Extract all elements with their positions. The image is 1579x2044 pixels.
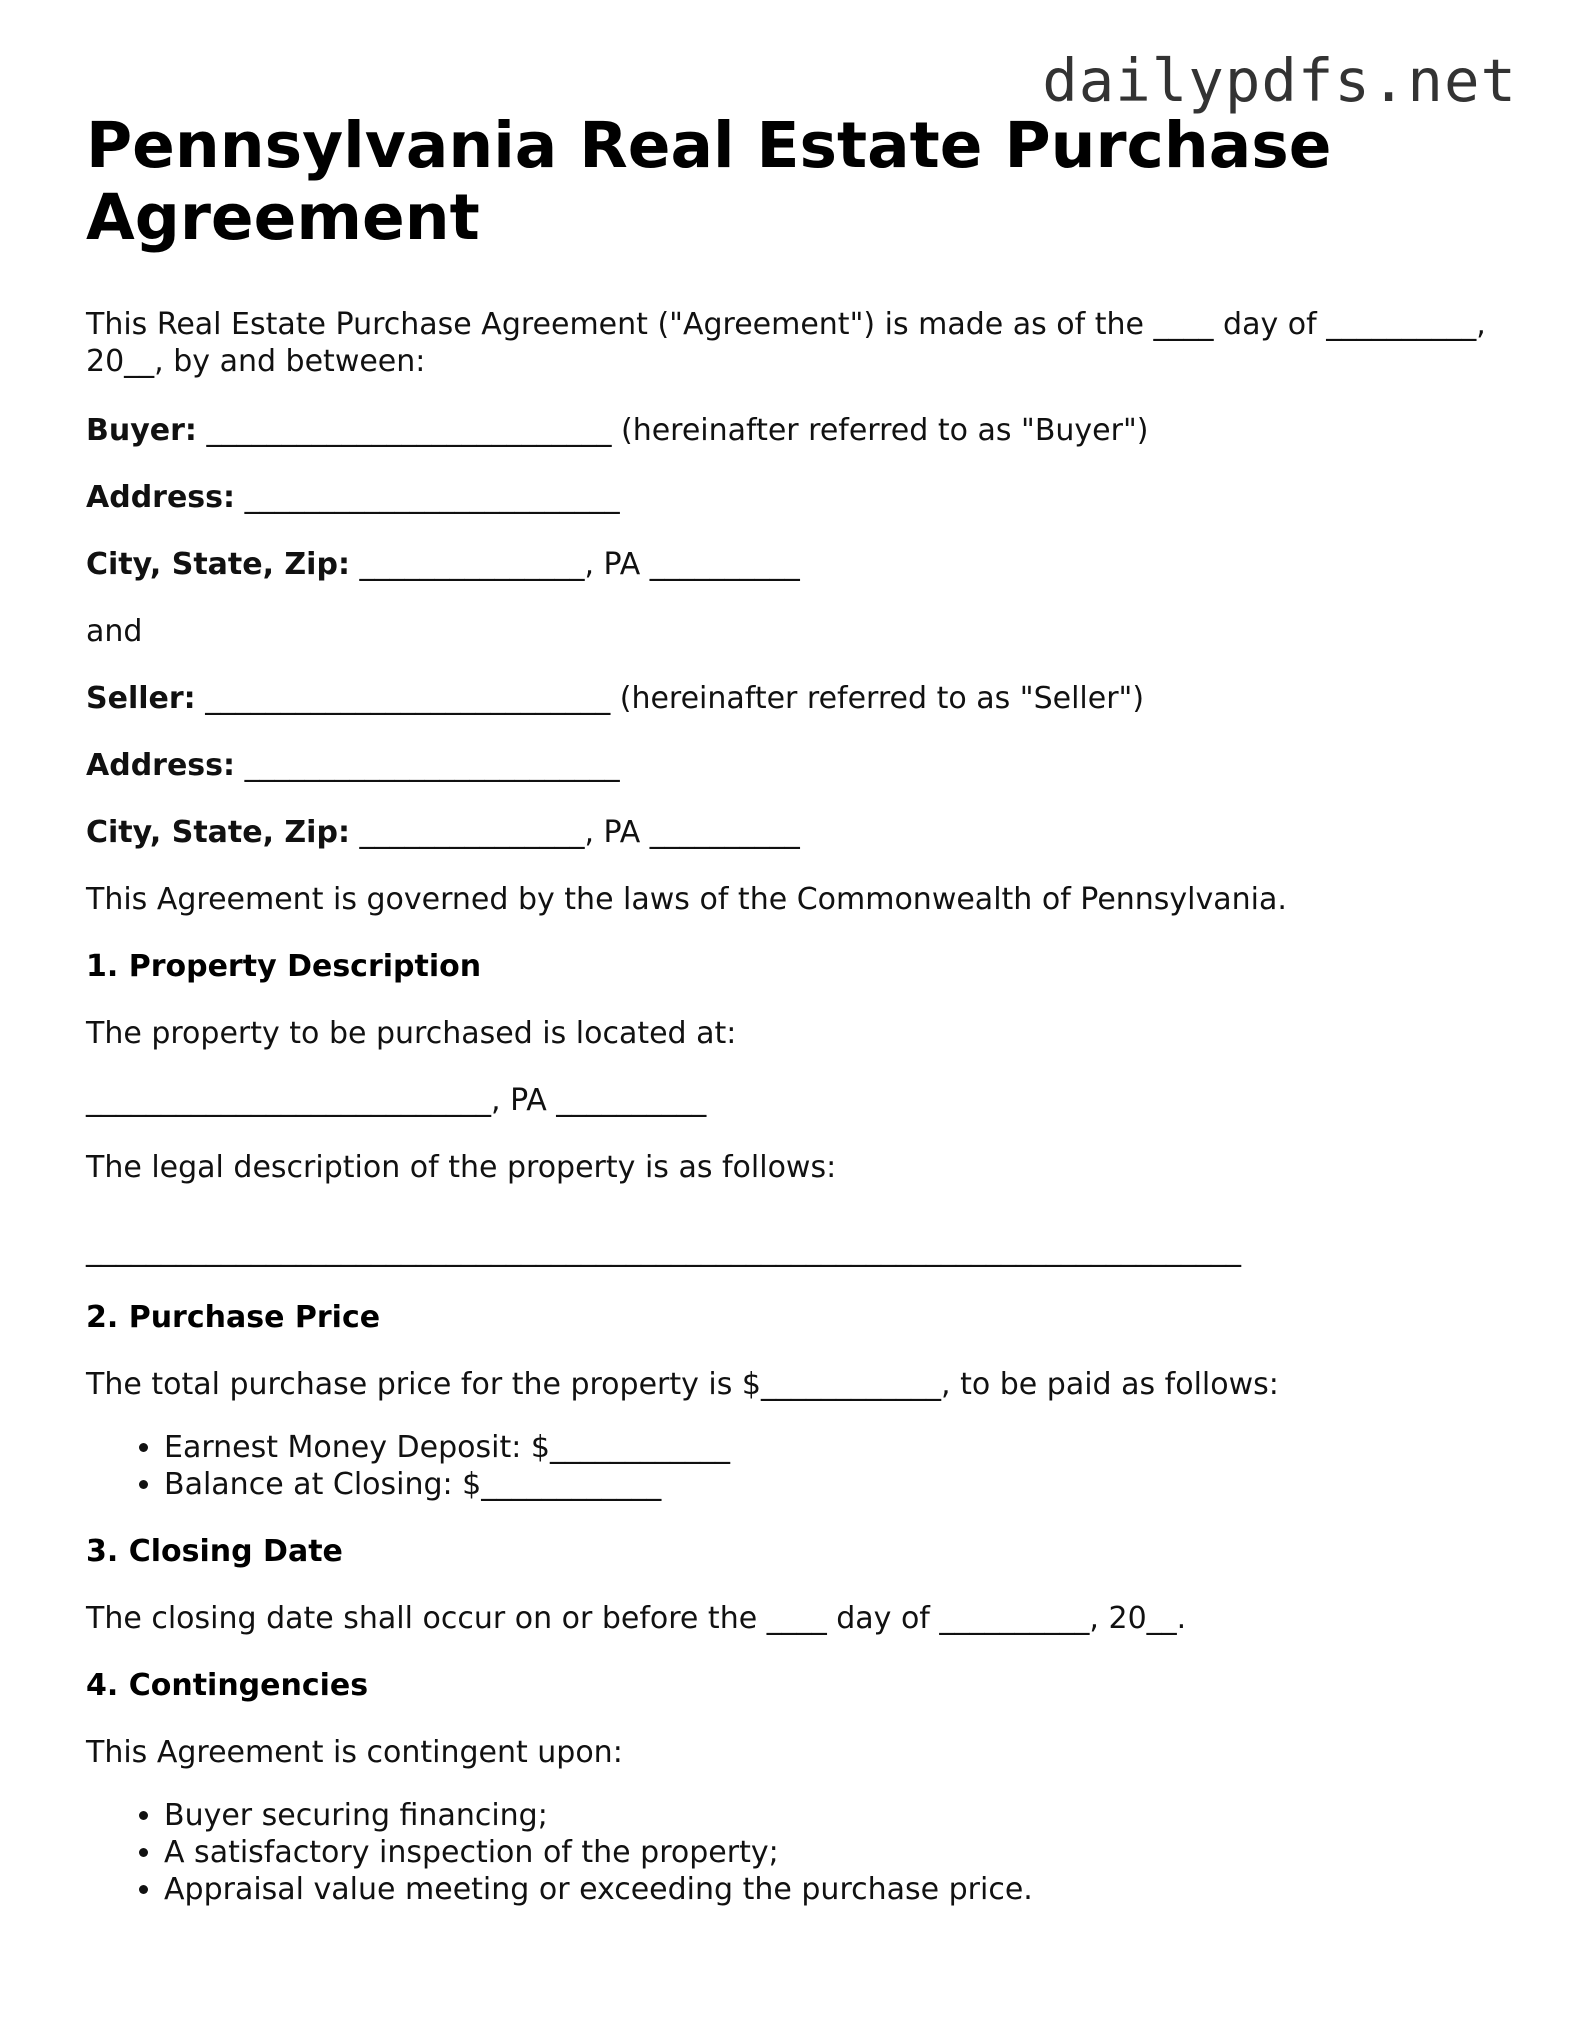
seller-name-line	[86, 680, 1516, 717]
buyer-label: Buyer:	[86, 413, 197, 448]
intro-paragraph: This Real Estate Purchase Agreement ("Agreement") is made as of the ____ day of __________, 20__, by and between:	[86, 307, 1486, 379]
property-legal-text: The legal description of the property is as follows:	[86, 1150, 837, 1185]
section-heading-property: 1. Property Description	[86, 949, 482, 984]
seller-city-blank: _______________, PA __________	[349, 815, 800, 850]
buyer-city-blank: _______________, PA __________	[349, 547, 800, 582]
section-heading-contingencies: 4. Contingencies	[86, 1668, 369, 1703]
conjunction-and: and	[86, 614, 143, 649]
section-heading-closing: 3. Closing Date	[86, 1534, 343, 1569]
property-location-text: The property to be purchased is located at:	[86, 1016, 737, 1051]
governing-law-paragraph: This Agreement is governed by the laws of the Commonwealth of Pennsylvania.	[86, 882, 1287, 917]
seller-city-line	[86, 814, 1516, 851]
seller-address-line	[86, 747, 1516, 784]
contingencies-text: This Agreement is contingent upon:	[86, 1735, 623, 1770]
buyer-address-blank: _________________________	[235, 480, 620, 515]
list-item: • Balance at Closing: $____________	[164, 1466, 1516, 1503]
seller-label: Seller:	[86, 681, 196, 716]
seller-name-blank: ___________________________ (hereinafter referred to as "Seller")	[195, 681, 1145, 716]
contingencies-list	[86, 1797, 1516, 1908]
seller-address-blank: _________________________	[235, 748, 620, 783]
seller-city-label: City, State, Zip:	[86, 815, 350, 850]
payment-list	[86, 1429, 1516, 1503]
property-location-blank: ___________________________, PA __________	[86, 1083, 707, 1118]
section-heading-price: 2. Purchase Price	[86, 1300, 381, 1335]
watermark: dailypdfs.net	[1042, 46, 1517, 115]
property-legal-blank: _____________________________________________________________________________	[86, 1233, 1241, 1268]
buyer-city-label: City, State, Zip:	[86, 547, 350, 582]
buyer-city-line	[86, 546, 1516, 583]
buyer-name-blank: ___________________________ (hereinafter referred to as "Buyer")	[196, 413, 1149, 448]
closing-date-text: The closing date shall occur on or before the ____ day of __________, 20__.	[86, 1601, 1187, 1636]
document-title: Pennsylvania Real Estate Purchase Agreement	[86, 109, 1332, 254]
list-item: • Earnest Money Deposit: $____________	[164, 1429, 1516, 1466]
buyer-name-line	[86, 412, 1516, 449]
document-page	[86, 110, 1516, 1938]
list-item: • A satisfactory inspection of the property;	[164, 1834, 1516, 1871]
buyer-address-line	[86, 479, 1516, 516]
list-item: • Buyer securing financing;	[164, 1797, 1516, 1834]
seller-address-label: Address:	[86, 748, 236, 783]
buyer-address-label: Address:	[86, 480, 236, 515]
list-item: • Appraisal value meeting or exceeding the purchase price.	[164, 1871, 1516, 1908]
purchase-price-text: The total purchase price for the property is $____________, to be paid as follows:	[86, 1367, 1279, 1402]
